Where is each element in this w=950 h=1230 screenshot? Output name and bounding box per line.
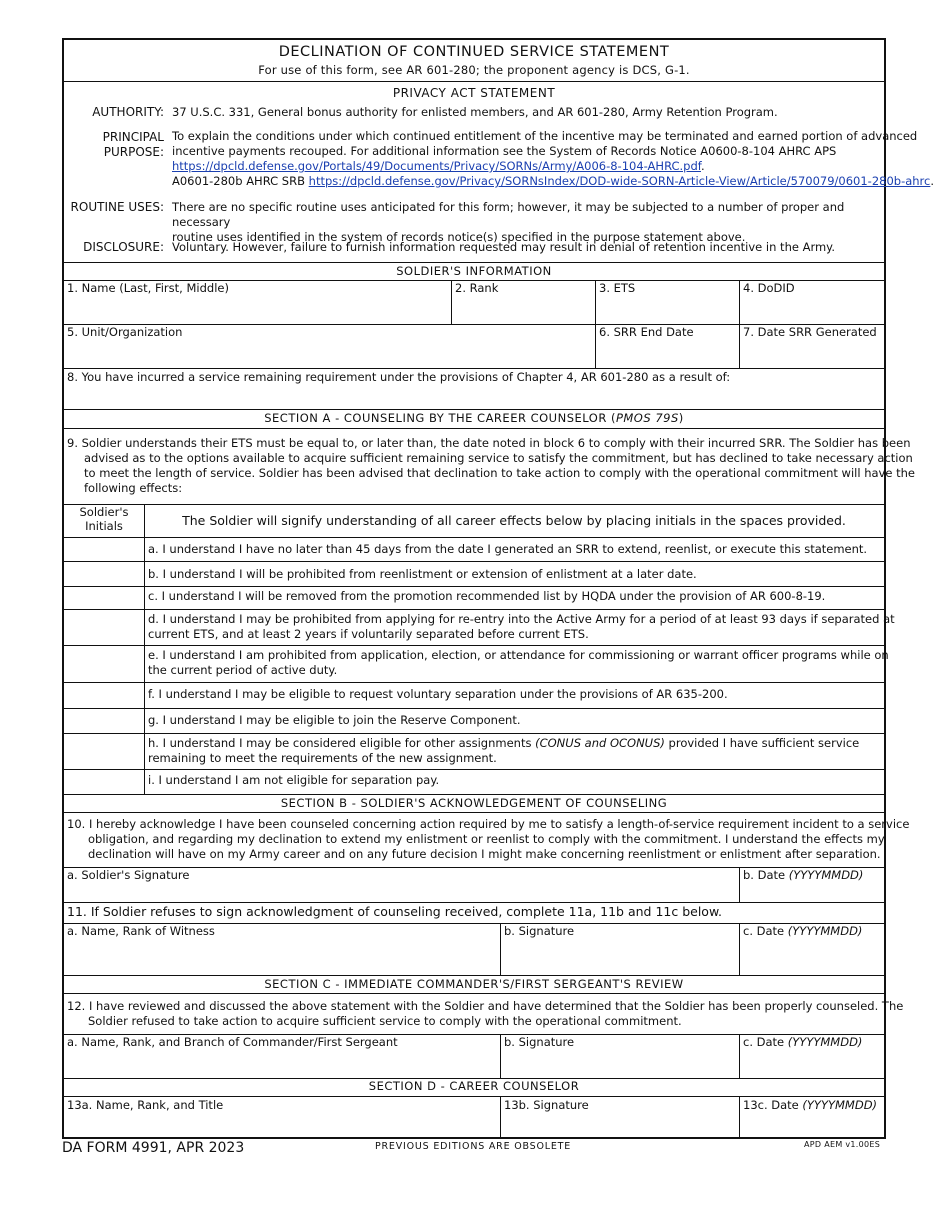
purpose-label-1: PRINCIPAL	[102, 130, 164, 144]
unit-field[interactable]: 5. Unit/Organization	[67, 325, 183, 339]
form-subtitle: For use of this form, see AR 601-280; the proponent agency is DCS, G-1.	[258, 63, 690, 77]
item-8-field[interactable]: 8. You have incurred a service remaining requirement under the provisions of Chapter 4, AR 601-280 as a result of:	[67, 370, 731, 384]
soldier-signature-field[interactable]: a. Soldier's Signature	[67, 868, 190, 882]
privacy-heading: PRIVACY ACT STATEMENT	[392, 86, 556, 100]
section-d-heading: SECTION D - CAREER COUNSELOR	[368, 1079, 580, 1093]
srr-end-date-field[interactable]: 6. SRR End Date	[599, 325, 694, 339]
disclosure-text: Voluntary. However, failure to furnish information requested may result in denial of retention incentive in the Army.	[172, 240, 836, 254]
item-11-text: 11. If Soldier refuses to sign acknowledgment of counseling received, complete 11a, 11b and 11c below.	[67, 904, 722, 919]
commander-signature-field[interactable]: b. Signature	[504, 1035, 575, 1049]
authority-label: AUTHORITY:	[92, 105, 164, 119]
effect-i: i. I understand I am not eligible for separation pay.	[148, 773, 440, 787]
initials-input-e[interactable]	[64, 646, 144, 682]
initials-input-b[interactable]	[64, 562, 144, 586]
commander-name-field[interactable]: a. Name, Rank, and Branch of Commander/First Sergeant	[67, 1035, 398, 1049]
item-10-text: 10. I hereby acknowledge I have been counseled concerning action required by me to satisfy a length-of-service requirement incident to a service obligation, and regarding my declination to extend my enlistment or reenlist to comply with the commitment. I understand the effects my declination will have on my Army career and on any future decision I might make concerning reenlistment or enlistment after separation.	[67, 817, 910, 861]
initials-input-d[interactable]	[64, 610, 144, 645]
section-b-heading: SECTION B - SOLDIER'S ACKNOWLEDGEMENT OF COUNSELING	[280, 796, 668, 810]
initials-header: Soldier's Initials	[79, 505, 129, 533]
form-id: DA FORM 4991, APR 2023	[62, 1140, 245, 1156]
form-frame	[62, 38, 935, 1139]
soldier-info-heading: SOLDIER'S INFORMATION	[396, 264, 552, 278]
rank-field[interactable]: 2. Rank	[455, 281, 499, 295]
routine-uses-text: There are no specific routine uses anticipated for this form; however, it may be subjected to a number of proper and necessary routine uses identified in the system of records notice(s) specified in the purpose statement above.	[172, 200, 845, 244]
sorn-link-1[interactable]: https://dpcld.defense.gov/Portals/49/Documents/Privacy/SORNs/Army/A006-8-104-AHRC.pdf	[172, 159, 701, 173]
effect-a: a. I understand I have no later than 45 days from the date I generated an SRR to extend, reenlist, or execute this statement.	[148, 542, 868, 556]
counselor-signature-field[interactable]: 13b. Signature	[504, 1098, 589, 1112]
item-12-text: 12. I have reviewed and discussed the above statement with the Soldier and have determined that the Soldier has been properly counseled. The Soldier refused to take action to acquire sufficient service to comply with the operational commitment.	[67, 999, 904, 1028]
effect-h: h. I understand I may be considered eligible for other assignments (CONUS and OCONUS) provided I have sufficient service remaining to meet the requirements of the new assignment.	[148, 736, 860, 765]
ets-field[interactable]: 3. ETS	[599, 281, 636, 295]
srr-generated-date-field[interactable]: 7. Date SRR Generated	[743, 325, 877, 339]
item-9-text: 9. Soldier understands their ETS must be equal to, or later than, the date noted in block 6 to comply with their incurred SRR. The Soldier has been advised as to the options available to acquire sufficient remaining service to satisfy the commitment, but has declined to take necessary action to meet the length of service. Soldier has been advised that declination to take action to comply with the operational commitment will have the following effects:	[67, 436, 915, 495]
effects-header: The Soldier will signify understanding of all career effects below by placing initials in the spaces provided.	[182, 513, 846, 528]
witness-date-field[interactable]: c. Date (YYYYMMDD)	[743, 924, 863, 938]
commander-date-field[interactable]: c. Date (YYYYMMDD)	[743, 1035, 863, 1049]
effect-e: e. I understand I am prohibited from application, election, or attendance for commissioning or warrant officer programs while on the current period of active duty.	[148, 648, 889, 677]
initials-input-f[interactable]	[64, 683, 144, 708]
effect-f: f. I understand I may be eligible to request voluntary separation under the provisions of AR 635-200.	[148, 687, 728, 701]
witness-signature-field[interactable]: b. Signature	[504, 924, 575, 938]
initials-input-h[interactable]	[64, 734, 144, 769]
disclosure-label: DISCLOSURE:	[83, 240, 164, 254]
effect-c: c. I understand I will be removed from the promotion recommended list by HQDA under the provision of AR 600-8-19.	[148, 589, 826, 603]
soldier-date-field[interactable]: b. Date (YYYYMMDD)	[743, 868, 864, 882]
dodid-field[interactable]: 4. DoDID	[743, 281, 795, 295]
counselor-date-field[interactable]: 13c. Date (YYYYMMDD)	[743, 1098, 878, 1112]
witness-name-field[interactable]: a. Name, Rank of Witness	[67, 924, 215, 938]
routine-uses-label: ROUTINE USES:	[70, 200, 164, 214]
sorn-link-2[interactable]: https://dpcld.defense.gov/Privacy/SORNsIndex/DOD-wide-SORN-Article-View/Article/570079/0601-280b-ahrc	[308, 174, 931, 188]
name-field[interactable]: 1. Name (Last, First, Middle)	[67, 281, 229, 295]
effect-g: g. I understand I may be eligible to join the Reserve Component.	[148, 713, 521, 727]
effect-d: d. I understand I may be prohibited from applying for re-entry into the Active Army for a period of at least 93 days if separated at current ETS, and at least 2 years if voluntarily separated before current ETS.	[148, 612, 895, 641]
purpose-label-2: PURPOSE:	[103, 145, 164, 159]
purpose-text: To explain the conditions under which continued entitlement of the incentive may be terminated and earned portion of advanced incentive payments recouped. For additional information see the System of Records Notice A0600-8-104 AHRC APS https://dpcld.defense.gov/Portals/49/Documents/Privacy/SORNs/Army/A006-8-104-AHRC.pdf. A0601-280b AHRC SRB https://dpcld.defense.gov/Privacy/SORNsIndex/DOD-wide-SORN-Article-View/Article/570079/0601-280b-ahrc.	[172, 129, 935, 188]
section-c-heading: SECTION C - IMMEDIATE COMMANDER'S/FIRST SERGEANT'S REVIEW	[264, 977, 684, 991]
authority-text: 37 U.S.C. 331, General bonus authority for enlisted members, and AR 601-280, Army Retention Program.	[172, 105, 778, 119]
initials-input-i[interactable]	[64, 770, 144, 794]
section-a-heading: SECTION A - COUNSELING BY THE CAREER COUNSELOR (PMOS 79S)	[264, 411, 684, 425]
counselor-name-field[interactable]: 13a. Name, Rank, and Title	[67, 1098, 224, 1112]
obsolete-notice: PREVIOUS EDITIONS ARE OBSOLETE	[375, 1141, 572, 1152]
effect-b: b. I understand I will be prohibited from reenlistment or extension of enlistment at a later date.	[148, 567, 697, 581]
initials-input-g[interactable]	[64, 709, 144, 733]
version-tag: APD AEM v1.00ES	[804, 1140, 881, 1149]
initials-input-c[interactable]	[64, 587, 144, 609]
form-title: DECLINATION OF CONTINUED SERVICE STATEMENT	[278, 44, 670, 60]
initials-input-a[interactable]	[64, 538, 144, 561]
